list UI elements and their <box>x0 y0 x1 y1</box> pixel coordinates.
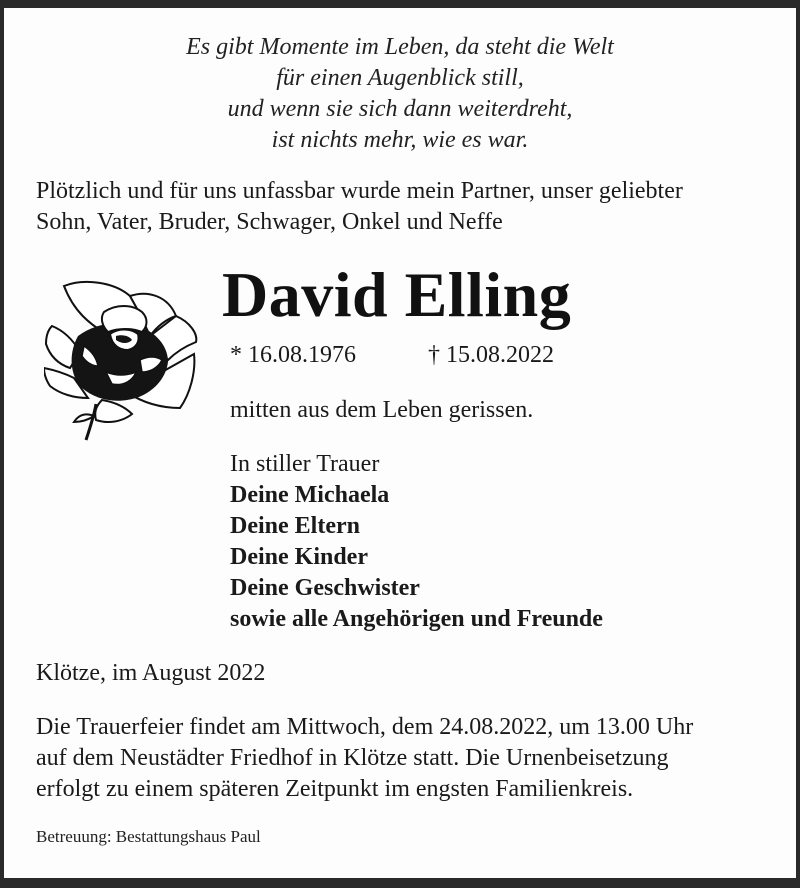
funeral-home-credit: Betreuung: Bestattungshaus Paul <box>36 827 261 846</box>
birth-date: * 16.08.1976 <box>230 342 356 368</box>
verse-line-3: und wenn sie sich dann weiterdreht, <box>227 96 573 122</box>
mourner-name: sowie alle Angehörigen und Freunde <box>230 606 603 632</box>
intro-line-1: Plötzlich und für uns unfassbar wurde mein Partner, unser geliebter <box>36 178 683 204</box>
death-date: † 15.08.2022 <box>428 342 554 368</box>
place-date: Klötze, im August 2022 <box>36 660 266 686</box>
verse-line-1: Es gibt Momente im Leben, da steht die Welt <box>186 34 614 60</box>
verse-line-4: ist nichts mehr, wie es war. <box>271 127 529 153</box>
rose-icon <box>44 276 200 442</box>
funeral-info-line-3: erfolgt zu einem späteren Zeitpunkt im engsten Familienkreis. <box>36 776 634 802</box>
mourner-name: Deine Eltern <box>230 513 360 539</box>
verse-line-2: für einen Augenblick still, <box>276 65 524 91</box>
deceased-name: David Elling <box>222 259 572 330</box>
mourner-name: Deine Kinder <box>230 544 368 570</box>
mourner-name: Deine Michaela <box>230 482 390 508</box>
funeral-info-line-1: Die Trauerfeier findet am Mittwoch, dem 24.08.2022, um 13.00 Uhr <box>36 714 694 740</box>
funeral-info-line-2: auf dem Neustädter Friedhof in Klötze statt. Die Urnenbeisetzung <box>36 745 669 771</box>
intro-line-2: Sohn, Vater, Bruder, Schwager, Onkel und Neffe <box>36 209 503 235</box>
life-phrase: mitten aus dem Leben gerissen. <box>230 397 534 423</box>
mourner-name: Deine Geschwister <box>230 575 420 601</box>
mourners-heading: In stiller Trauer <box>230 451 380 477</box>
